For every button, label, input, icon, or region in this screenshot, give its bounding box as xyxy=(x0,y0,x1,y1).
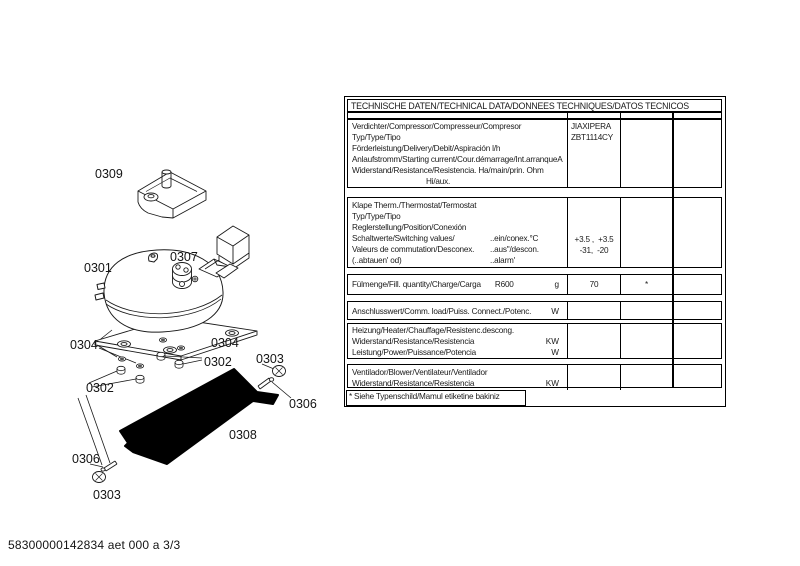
row-text: Anlaufstromm/Starting current/Cour.démarrage/Int.arranque xyxy=(352,154,558,164)
unit-label: g xyxy=(554,280,559,289)
filling-quantity-value: 70 xyxy=(567,275,620,294)
refrigerant-type: R600 xyxy=(494,280,514,289)
unit-label: KW xyxy=(545,378,559,388)
row-text: Ventilador/Blower/Ventilateur/Ventilador xyxy=(352,368,488,377)
row-text: Verdichter/Compressor/Compresseur/Compresor xyxy=(352,122,522,131)
row-text: Heizung/Heater/Chauffage/Resistenc.descong. xyxy=(352,326,514,335)
compressor-model: ZBT1114CY xyxy=(571,132,614,142)
row-text: Schaltwerte/Switching values/ xyxy=(352,234,455,244)
part-label-0307: 0307 xyxy=(170,250,198,264)
row-text: Klape Therm./Thermostat/Termostat xyxy=(352,201,477,210)
row-text: Förderleistung/Delivery/Debit/Aspiración l/h xyxy=(352,143,501,153)
table-header: TECHNISCHE DATEN/TECHNICAL DATA/DONNEES TECHNIQUES/DATOS TECNICOS xyxy=(347,99,722,112)
row-text: (..abtauen' od) xyxy=(352,256,402,266)
table-block-fan xyxy=(347,364,722,388)
unit-label: A xyxy=(557,154,563,164)
part-label-0306-right: 0306 xyxy=(289,397,317,411)
switching-values-on: +3.5 , +3.5 xyxy=(574,235,614,244)
unit-label: KW xyxy=(545,336,559,346)
parts-diagram xyxy=(0,0,340,520)
row-text: Anschlusswert/Comm. load/Puiss. Connect./Potenc. xyxy=(352,307,532,316)
table-block-connection xyxy=(347,301,722,320)
part-label-0302-left: 0302 xyxy=(86,381,114,395)
table-block-thermostat xyxy=(347,197,722,268)
table-block-heater xyxy=(347,323,722,359)
part-label-0309: 0309 xyxy=(95,167,123,181)
unit-label: W xyxy=(551,307,559,316)
row-text: ..aus"/descon. xyxy=(490,245,539,255)
grommet xyxy=(117,352,183,383)
row-text: Widerstand/Resistance/Resistencia. Ha/main/prin. Ohm xyxy=(352,165,544,175)
part-label-0303-bottom: 0303 xyxy=(93,488,121,502)
technical-data-table xyxy=(344,96,726,407)
row-text: Typ/Type/Tipo xyxy=(352,212,401,222)
table-spacer-row xyxy=(347,112,722,119)
row-text: Typ/Type/Tipo xyxy=(352,132,401,142)
row-text: Fülmenge/Fill. quantity/Charge/Carga xyxy=(352,280,481,289)
table-block-compressor xyxy=(347,119,722,188)
part-label-0304-left: 0304 xyxy=(70,338,98,352)
row-text: Widerstand/Resistance/Resistencia xyxy=(352,378,475,388)
part-label-0301: 0301 xyxy=(84,261,112,275)
row-text: Reglerstellung/Position/Conexión xyxy=(352,223,467,233)
part-label-0306-left: 0306 xyxy=(72,452,100,466)
table-thick-divider xyxy=(672,111,674,388)
row-text: ..ein/conex.°C xyxy=(490,234,539,244)
part-label-0303-top: 0303 xyxy=(256,352,284,366)
compressor-make: JIAXIPERA xyxy=(571,122,612,131)
compressor xyxy=(95,250,223,332)
table-block-filling xyxy=(347,274,722,295)
row-text: Hi/aux. xyxy=(426,176,451,186)
row-text: ..alarm' xyxy=(490,256,515,266)
unit-label: W xyxy=(551,347,559,357)
table-footnote: * Siehe Typenschild/Mamul etiketine bakiniz xyxy=(346,390,526,406)
part-label-0304-right: 0304 xyxy=(211,336,239,350)
condenser-plate xyxy=(120,369,278,464)
row-text: Leistung/Power/Puissance/Potencia xyxy=(352,347,477,357)
row-text: Widerstand/Resistance/Resistencia xyxy=(352,336,475,346)
drip-tray xyxy=(138,170,206,218)
document-number: 58300000142834 aet 000 a 3/3 xyxy=(8,538,181,552)
footnote-mark: * xyxy=(620,275,672,294)
part-label-0308: 0308 xyxy=(229,428,257,442)
switching-values-off: -31, -20 xyxy=(579,246,609,256)
row-text: Valeurs de commutation/Desconex. xyxy=(352,245,475,255)
part-label-0302-right: 0302 xyxy=(204,355,232,369)
